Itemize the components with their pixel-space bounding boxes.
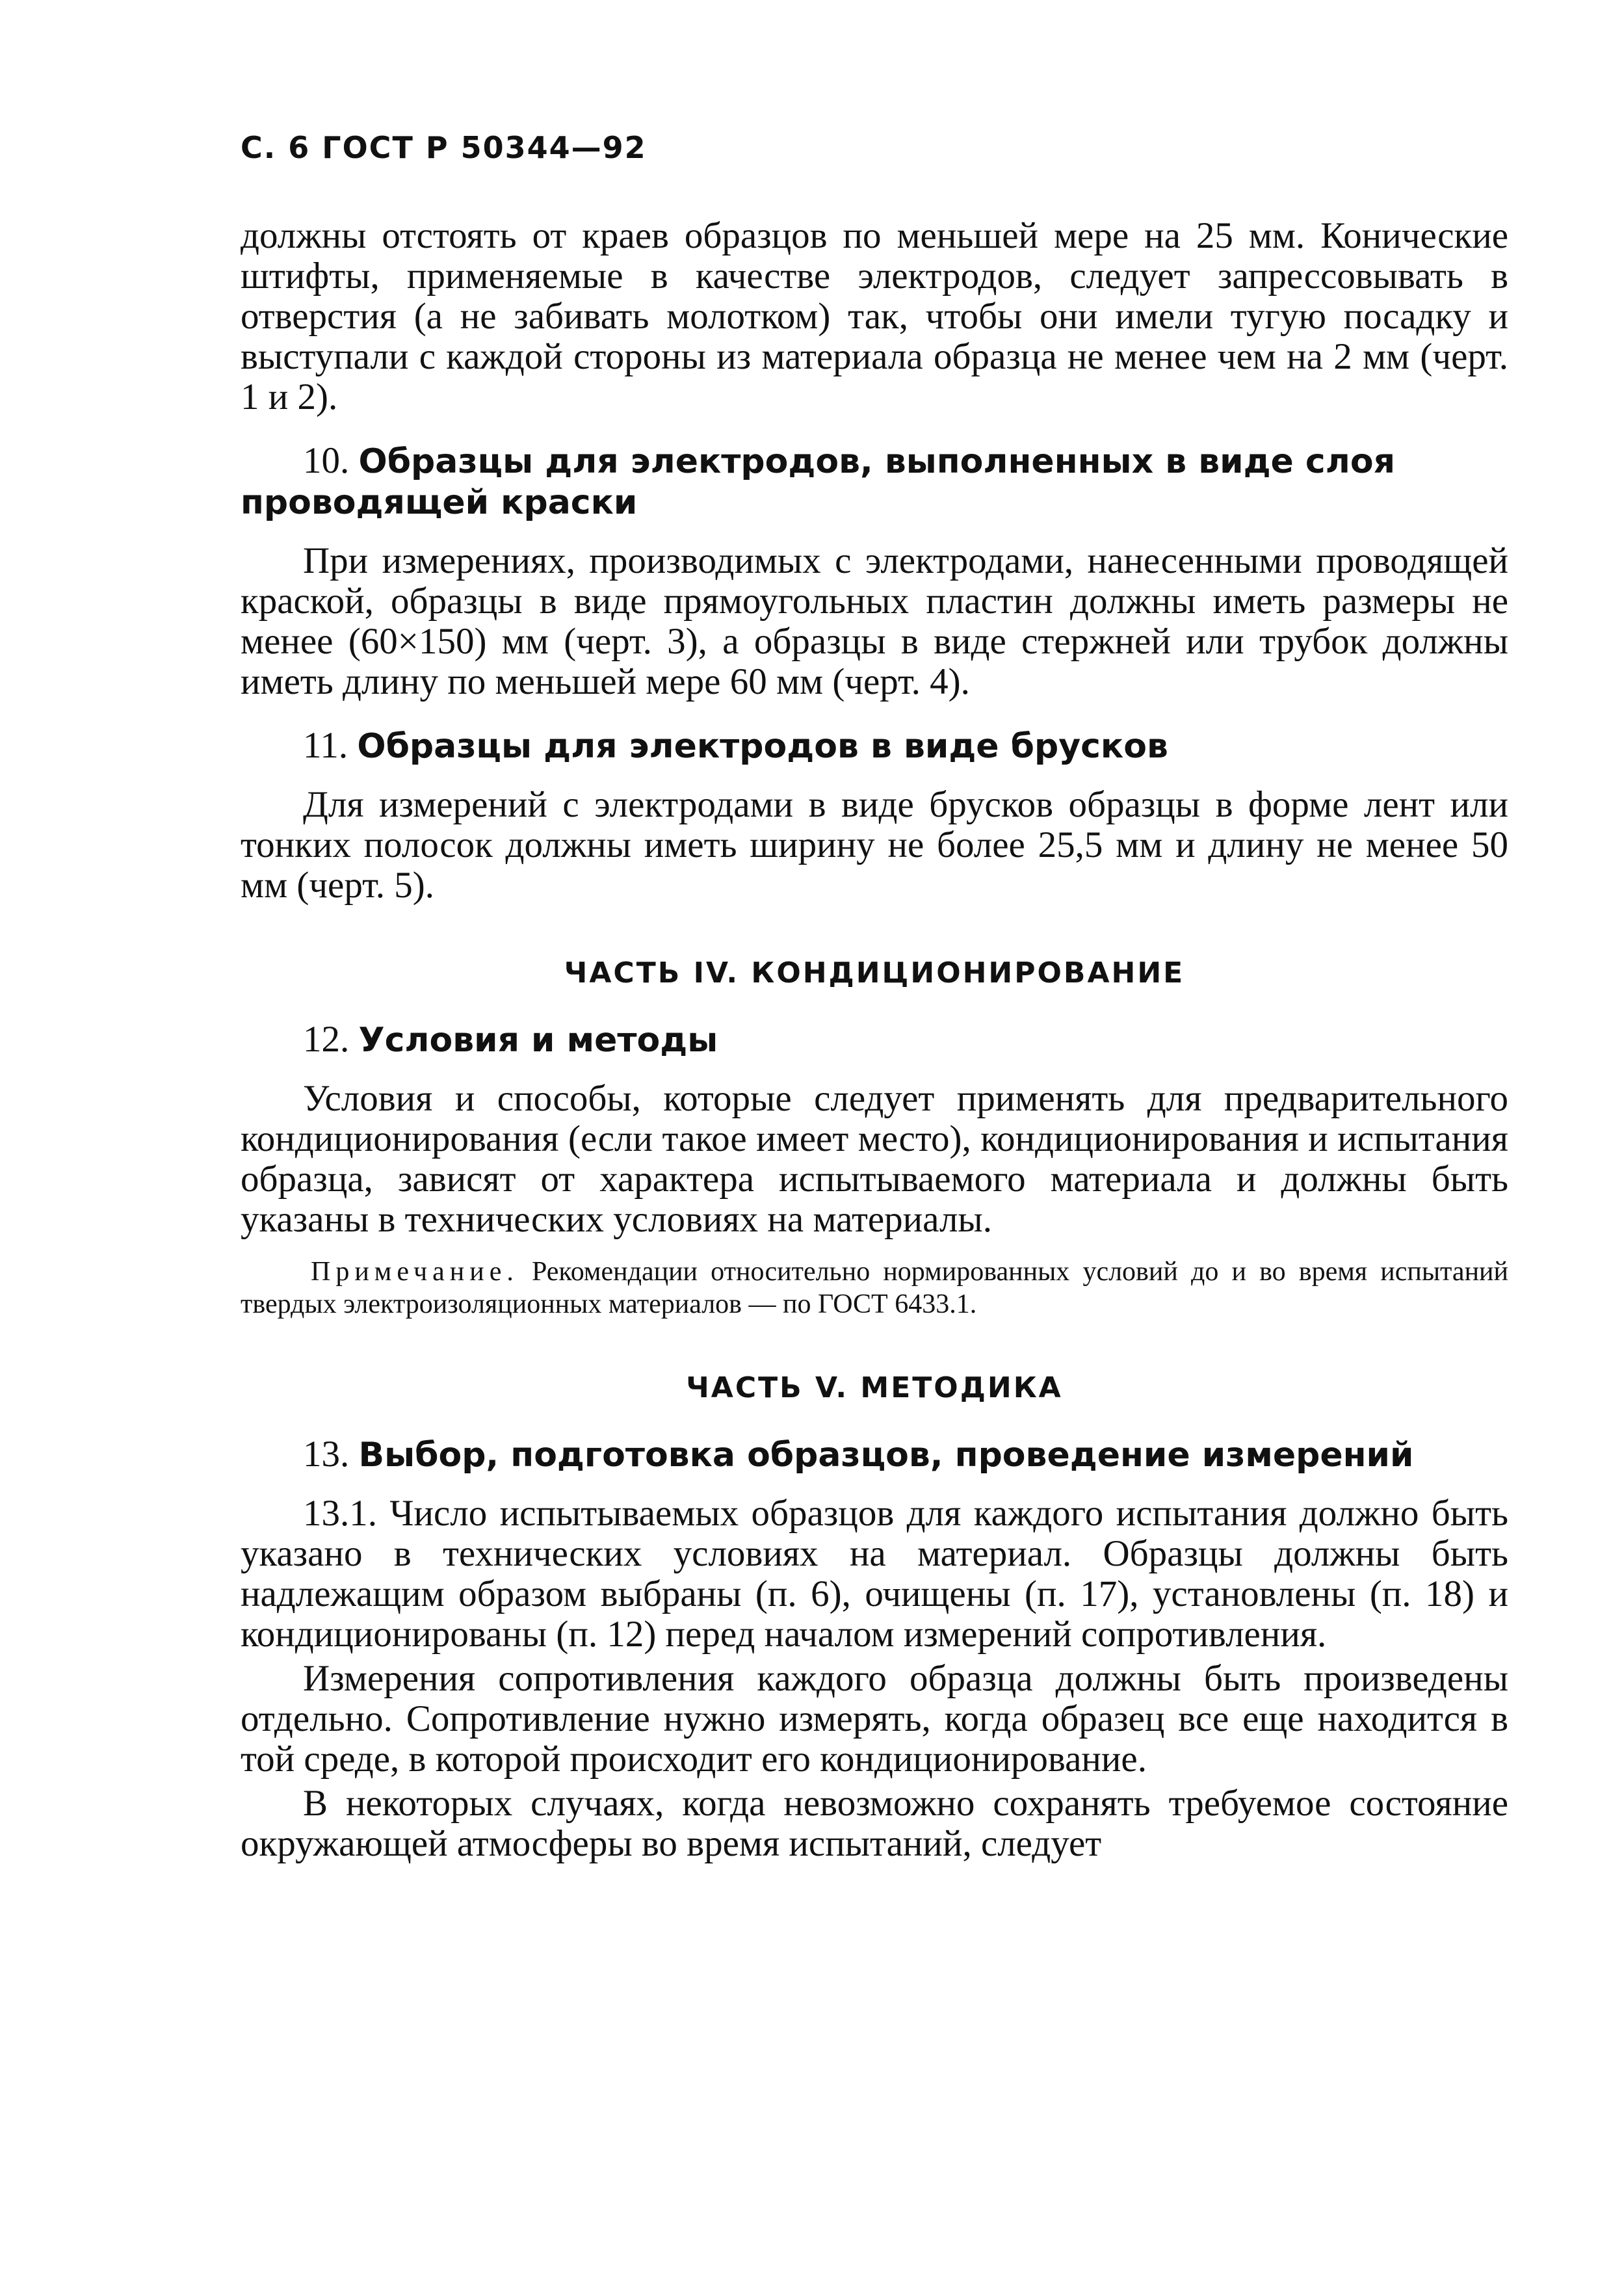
clause-13-paragraph-2: Измерения сопротивления каждого образца должны быть произведены отдельно. Сопротивление нужно измерять, когда образец все еще находится в той среде, в которой происходит его кондиционирование.: [241, 1658, 1508, 1780]
clause-11-text: Для измерений с электродами в виде брусков образцы в форме лент или тонких полосок должны иметь ширину не более 25,5 мм и длину не менее 50 мм (черт. 5).: [241, 784, 1508, 906]
note-label: Примечание.: [311, 1257, 519, 1287]
clause-number: 10.: [303, 440, 350, 481]
clause-number: 12.: [303, 1019, 350, 1060]
clause-10-heading: [241, 441, 1508, 523]
clause-12-note: [241, 1256, 1508, 1321]
clause-13-1-text: 13.1. Число испытываемых образцов для каждого испытания должно быть указано в технических условиях на материал. Образцы должны быть надлежащим образом выбраны (п. 6), очищены (п. 17), установлены (п. 18) и кондиционированы (п. 12) перед началом измерений сопротивления.: [241, 1493, 1508, 1655]
part-5-heading: ЧАСТЬ V. МЕТОДИКА: [686, 1371, 1063, 1404]
clause-12-text: Условия и способы, которые следует применять для предварительного кондиционирования (если такое имеет место), кондиционирования и испытания образца, зависят от характера испытываемого материала и должны быть указаны в технических условиях на материалы.: [241, 1078, 1508, 1240]
clause-title: Условия и методы: [358, 1021, 718, 1060]
clause-13-heading: [241, 1434, 1508, 1475]
clause-13-paragraph-3: В некоторых случаях, когда невозможно сохранять требуемое состояние окружающей атмосферы во время испытаний, следует: [241, 1783, 1508, 1864]
clause-11-heading: [241, 726, 1508, 767]
running-head: С. 6 ГОСТ Р 50344—92: [241, 130, 647, 165]
clause-title: Образцы для электродов, выполненных в виде слоя проводящей краски: [241, 442, 1395, 522]
clause-number: 11.: [303, 725, 348, 766]
clause-12-heading: [241, 1019, 1508, 1060]
part-4-heading: ЧАСТЬ IV. КОНДИЦИОНИРОВАНИЕ: [564, 956, 1185, 990]
clause-10-text: При измерениях, производимых с электродами, нанесенными проводящей краской, образцы в виде прямоугольных пластин должны иметь размеры не менее (60×150) мм (черт. 3), а образцы в виде стержней или трубок должны иметь длину по меньшей мере 60 мм (черт. 4).: [241, 540, 1508, 702]
document-page: [241, 130, 1508, 1864]
note-text: Рекомендации относительно нормированных условий до и во время испытаний твердых электроизоляционных материалов — по ГОСТ 6433.1.: [241, 1257, 1508, 1319]
clause-title: Выбор, подготовка образцов, проведение измерений: [358, 1436, 1414, 1475]
clause-number: 13.: [303, 1434, 350, 1475]
clause-title: Образцы для электродов в виде брусков: [357, 727, 1168, 766]
intro-paragraph: должны отстоять от краев образцов по меньшей мере на 25 мм. Конические штифты, применяемые в качестве электродов, следует запрессовывать в отверстия (а не забивать молотком) так, чтобы они имели тугую посадку и выступали с каждой стороны из материала образца не менее чем на 2 мм (черт. 1 и 2).: [241, 215, 1508, 417]
